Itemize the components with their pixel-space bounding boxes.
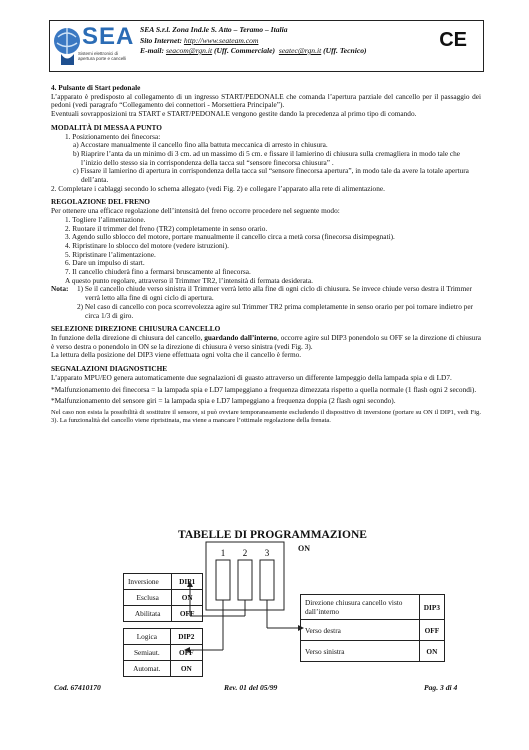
list-item: 1. Togliere l’alimentazione. xyxy=(65,214,146,224)
nota-label: Nota: xyxy=(51,284,69,294)
table-row: Direzione chiusura cancello visto dall’interno DIP3 xyxy=(301,595,445,620)
tables-title: TABELLE DI PROGRAMMAZIONE xyxy=(178,529,367,541)
site-link[interactable]: http://www.seateam.com xyxy=(183,35,259,45)
dip-switch-1 xyxy=(216,560,230,600)
header-contact xyxy=(140,25,367,57)
paragraph: L’apparato è predisposto al collegamento di un ingresso START/PEDONALE che comanda l’apertura parziale del cancello per il passaggio dei pedoni (vedi paragrafo “Collegamento dei connettori - Morsettiera Principale”). xyxy=(51,91,481,110)
footer-code: Cod. 67410170 xyxy=(54,683,101,692)
table-row: Automat. ON xyxy=(124,661,203,677)
list-item: 5. Ripristinare l’alimentazione. xyxy=(65,249,156,259)
list-item: 3. Agendo sullo sblocco del motore, portare manualmente il cancello circa a metà corsa (finecorsa disimpegnati). xyxy=(65,232,395,242)
paragraph: In funzione della direzione di chiusura del cancello, guardando dall’interno, occorre agire sul DIP3 ponendolo su OFF se la direzione di chiusura è verso destra o ponendolo in ON se la direzione di chiusura è verso sinistra (vedi Fig. 3). xyxy=(51,332,482,351)
section-title-messa-a-punto: MODALITÀ DI MESSA A PUNTO xyxy=(51,122,162,132)
company-line: SEA S.r.l. Zona Ind.le S. Atto – Teramo – Italia xyxy=(140,25,288,34)
section-title-start-pedonale: 4. Pulsante di Start pedonale xyxy=(51,83,141,92)
dip-number-2: 2 xyxy=(242,548,248,558)
dip-number-3: 3 xyxy=(264,548,270,558)
dip-number-1: 1 xyxy=(220,548,226,558)
nota-item: 1) Se il cancello chiude verso sinistra il Trimmer verrà letto alla fine di ogni ciclo di chiusura. Se invece chiude verso destra il Trimmer verrà letto alla fine di ogni ciclo di apertura. xyxy=(77,284,472,303)
on-label: ON xyxy=(298,544,310,553)
list-item: c) Fissare il lamierino di apertura in corrispondenza della tacca sul “sensore finecorsa apertura”, in modo tale da avere la totale apertura dell’anta. xyxy=(73,166,469,185)
list-item: a) Accostare manualmente il cancello fino alla battuta meccanica di arresto in chiusura. xyxy=(73,140,328,150)
ce-mark: CE xyxy=(439,29,467,51)
footer-page-number: Pag. 3 di 4 xyxy=(424,683,458,692)
nota-item: 2) Nel caso di cancello con poca scorrevolezza agire sul Trimmer TR2 prima completamente in senso orario per poi tornare indietro per circa 1/3 di giro. xyxy=(77,301,473,320)
footer-revision: Rev. 01 del 05/99 xyxy=(224,683,278,692)
dip1-table xyxy=(123,573,203,622)
dip3-table xyxy=(300,594,445,662)
logo-text: SEA xyxy=(82,23,135,50)
paragraph: L’apparato MPU/EO genera automaticamente due segnalazioni di guasto attraverso un differente lampeggio della lampada spia e di LD7. xyxy=(51,372,452,382)
table-row: Inversione DIP1 xyxy=(124,574,203,590)
dip-switch-2 xyxy=(238,560,252,600)
paragraph: La lettura della posizione del DIP3 viene effettuata ogni volta che il cancello è fermo. xyxy=(51,350,302,360)
list-item: b) Riaprire l’anta da un minimo di 3 cm. ad un massimo di 5 cm. e fissare il lamierino di chiusura sulla cremagliera in modo tale che l’inizio dello stesso sia in corrispondenza della tacca sul “sensore finecorsa chiusura” . xyxy=(73,148,461,167)
paragraph: Nel caso non esista la possibilità di sostituire il sensore, si può ovviare temporaneamente escludendo il dispositivo di inversione (portare su ON il DIP1, vedi Fig. 3). La funzionalità del cancello viene ripristinata, ma viene a mancare l’ottimale regolazione della frenata. xyxy=(51,408,481,424)
list-item: 7. Il cancello chiuderà fino a fermarsi bruscamente al finecorsa. xyxy=(65,267,251,277)
table-row: Esclusa ON xyxy=(124,590,203,606)
email-line: E-mail: seacom@rgn.it (Uff. Commerciale) seatec@rgn.it (Uff. Tecnico) xyxy=(140,46,367,55)
table-row: Logica DIP2 xyxy=(124,629,203,645)
list-item: 2. Completare i cablaggi secondo lo schema allegato (vedi Fig. 2) e collegare l’apparato alla rete di alimentazione. xyxy=(51,183,385,193)
section-title-direzione: SELEZIONE DIREZIONE CHIUSURA CANCELLO xyxy=(51,324,221,334)
email-link-tecnico[interactable]: seatec@rgn.it xyxy=(278,46,322,55)
list-item: 1. Posizionamento dei finecorsa: xyxy=(65,131,161,141)
logo-subtitle: Sistemi elettronici di apertura porte e cancelli xyxy=(78,51,127,61)
paragraph: *Malfunzionamento del sensore giri = la lampada spia e LD7 lampeggiano a frequenza doppia (2 flash ogni secondo). xyxy=(51,396,396,406)
dip-switch-3 xyxy=(260,560,274,600)
paragraph: Per ottenere una efficace regolazione dell’intensità del freno occorre procedere nel seguente modo: xyxy=(51,206,340,216)
paragraph: *Malfunzionamento dei finecorsa = la lampada spia e LD7 lampeggiano a frequenza dimezzata rispetto a quella normale (1 flash ogni 2 secondi). xyxy=(51,384,477,394)
list-item: 6. Dare un impulso di start. xyxy=(65,258,145,268)
paragraph: Eventuali sovrapposizioni tra START e START/PEDONALE vengono gestite dando la precedenza al primo tipo di comando. xyxy=(51,109,417,119)
table-row: Abilitata OFF xyxy=(124,606,203,622)
table-row: Verso destra OFF xyxy=(301,620,445,641)
email-link-commerciale[interactable]: seacom@rgn.it xyxy=(165,46,213,55)
section-title-diagnostiche: SEGNALAZIONI DIAGNOSTICHE xyxy=(51,364,168,374)
table-row: Semiaut. OFF xyxy=(124,645,203,661)
list-item: 4. Ripristinare lo sblocco del motore (vedere istruzioni). xyxy=(65,240,229,250)
nota-block xyxy=(51,285,481,320)
document-header xyxy=(49,20,484,72)
list-item: A questo punto regolare, attraverso il Trimmer TR2, l’intensità di fermata desiderata. xyxy=(65,275,313,285)
list-item: 2. Ruotare il trimmer del freno (TR2) completamente in senso orario. xyxy=(65,223,268,233)
site-line: Sito Internet: http://www.seateam.com xyxy=(140,35,259,45)
section-title-freno: REGOLAZIONE DEL FRENO xyxy=(51,197,150,207)
table-row: Verso sinistra ON xyxy=(301,641,445,662)
document-body xyxy=(51,84,481,425)
sea-logo xyxy=(52,23,134,67)
dip2-table xyxy=(123,628,203,677)
